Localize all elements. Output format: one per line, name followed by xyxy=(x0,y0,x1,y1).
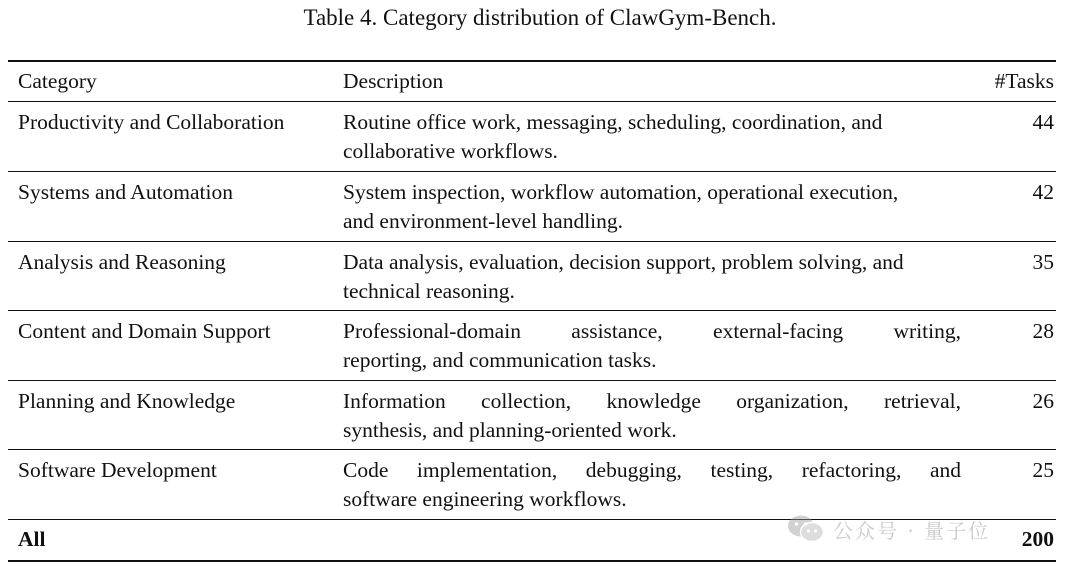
row-divider xyxy=(8,241,1056,242)
header-tasks: #Tasks xyxy=(994,69,1054,93)
row-divider xyxy=(8,449,1056,450)
watermark xyxy=(787,512,990,546)
row-tasks: 26 xyxy=(1032,389,1054,413)
row-tasks: 35 xyxy=(1032,250,1054,274)
header-category: Category xyxy=(18,69,97,93)
description-line: reporting, and communication tasks. xyxy=(343,348,657,372)
description-line: Professional-domain assistance, external-facing writing, xyxy=(343,319,961,343)
row-tasks: 28 xyxy=(1032,319,1054,343)
description-line: software engineering workflows. xyxy=(343,487,627,511)
table-caption: Table 4. Category distribution of ClawGym-Bench. xyxy=(303,5,777,30)
header-description: Description xyxy=(343,69,444,93)
row-category: Software Development xyxy=(18,458,217,482)
bottom-rule xyxy=(8,560,1056,562)
description-line: collaborative workflows. xyxy=(343,139,558,163)
total-label: All xyxy=(18,527,46,551)
row-description xyxy=(343,456,961,514)
row-description xyxy=(343,317,961,375)
row-tasks: 44 xyxy=(1032,110,1054,134)
row-divider xyxy=(8,380,1056,381)
row-description xyxy=(343,248,961,306)
top-rule xyxy=(8,60,1056,62)
watermark-text: 公众号 · 量子位 xyxy=(833,518,991,543)
row-description xyxy=(343,178,961,236)
total-tasks: 200 xyxy=(1021,527,1054,551)
description-line: synthesis, and planning-oriented work. xyxy=(343,418,677,442)
description-line: and environment-level handling. xyxy=(343,209,624,233)
description-line: System inspection, workflow automation, operational execution, xyxy=(343,180,899,204)
row-category: Analysis and Reasoning xyxy=(18,250,226,274)
description-line: Information collection, knowledge organization, retrieval, xyxy=(343,389,961,413)
row-category: Planning and Knowledge xyxy=(18,389,236,413)
row-tasks: 42 xyxy=(1032,180,1054,204)
description-line: technical reasoning. xyxy=(343,279,515,303)
header-rule xyxy=(8,101,1056,102)
row-category: Productivity and Collaboration xyxy=(18,110,285,134)
row-divider xyxy=(8,310,1056,311)
row-description xyxy=(343,387,961,445)
description-line: Routine office work, messaging, scheduling, coordination, and xyxy=(343,110,883,134)
description-line: Data analysis, evaluation, decision support, problem solving, and xyxy=(343,250,904,274)
row-category: Content and Domain Support xyxy=(18,319,271,343)
row-description xyxy=(343,108,961,166)
row-tasks: 25 xyxy=(1032,458,1054,482)
row-divider xyxy=(8,171,1056,172)
row-category: Systems and Automation xyxy=(18,180,233,204)
description-line: Code implementation, debugging, testing, refactoring, and xyxy=(343,458,961,482)
wechat-icon xyxy=(787,514,825,544)
